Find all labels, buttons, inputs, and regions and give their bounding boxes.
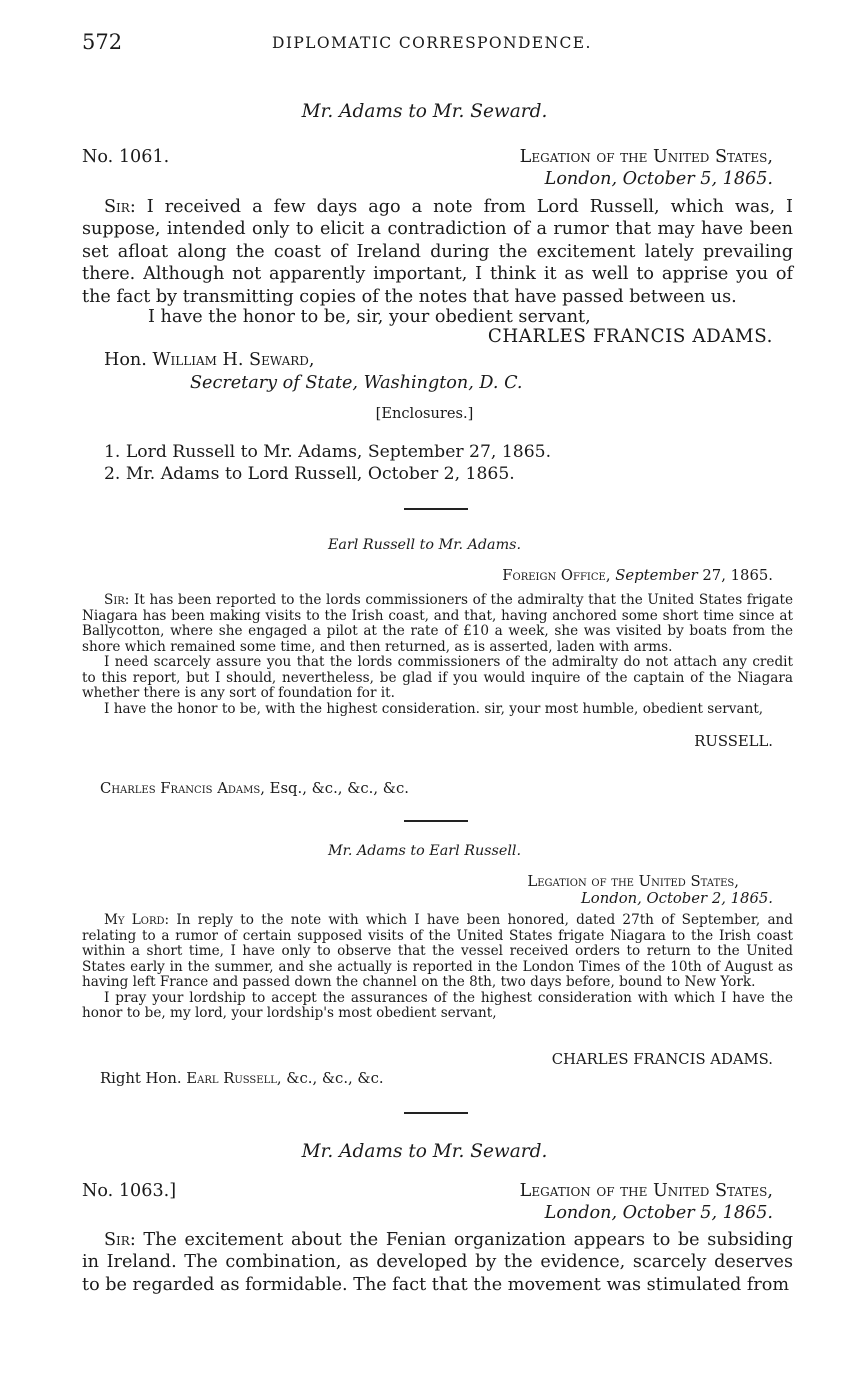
section-divider	[404, 820, 468, 822]
section-divider	[404, 1112, 468, 1114]
paragraph	[82, 593, 793, 655]
salutation: Sir:	[104, 592, 130, 608]
body-text: I received a few days ago a note from Lord Russell, which was, I suppose, intended only to elicit a contradiction of a rumor that may have been set afloat along the coast of Ireland during the excitement lately prevailing there. Although not apparently important, I think it as well to apprise you of the fact by transmitting copies of the notes that have passed between us.	[82, 197, 793, 307]
date-month: September	[615, 567, 698, 584]
legation-heading: Legation of the United States,	[519, 1181, 773, 1201]
letter-body	[82, 196, 793, 308]
enclosures-list	[104, 441, 551, 485]
enclosures-label: [Enclosures.]	[375, 405, 474, 422]
addressee-suffix: &c., &c., &c.	[286, 1070, 384, 1087]
page-header	[82, 30, 793, 62]
letter-title: Mr. Adams to Mr. Seward.	[301, 101, 548, 122]
enclosure-body	[82, 913, 793, 1022]
addressee-suffix: Esq., &c., &c., &c.	[269, 780, 409, 797]
legation-heading: Legation of the United States,	[519, 147, 773, 167]
addressee-name: Charles Francis Adams,	[100, 780, 265, 797]
addressee	[100, 1070, 384, 1087]
signature: CHARLES FRANCIS ADAMS.	[551, 1051, 773, 1068]
office-name: Foreign Office,	[502, 567, 611, 584]
addressee-name: Earl Russell,	[186, 1070, 282, 1087]
signature: RUSSELL.	[694, 733, 773, 750]
paragraph: I need scarcely assure you that the lords commissioners of the admiralty do not attach any credit to this report, but I should, nevertheless, be glad if you would inquire of the captain of the Niagara whether there is any sort of foundation for it.	[82, 654, 793, 701]
body-text: In reply to the note with which I have been honored, dated 27th of September, and relating to a rumor of certain supposed visits of the United States frigate Niagara to the Irish coast within a short time, I have only to observe that the vessel received orders to return to the United States early in the summer, and she actually is reported in the London Times of the 10th of August as having left France and passed down the channel on the 8th, two days before, bound to New York.	[82, 912, 793, 990]
place-date: London, October 2, 1865.	[580, 890, 773, 907]
paragraph: I pray your lordship to accept the assurances of the highest consideration with which I have the honor to be, my lord, your lordship's most obedient servant,	[82, 989, 793, 1021]
letter-body	[82, 1229, 793, 1296]
place-date: London, October 5, 1865.	[544, 1203, 773, 1223]
addressee-prefix: Hon.	[104, 350, 147, 370]
enclosure-title: Mr. Adams to Earl Russell.	[327, 843, 522, 859]
date-rest: 27, 1865.	[702, 567, 773, 584]
paragraph: I have the honor to be, with the highest consideration. sir, your most humble, obedient servant,	[104, 700, 764, 717]
dispatch-number: No. 1063.]	[82, 1181, 177, 1201]
paragraph	[82, 913, 793, 991]
section-divider	[404, 508, 468, 510]
body-text: The excitement about the Fenian organization appears to be subsiding in Ireland. The combination, as developed by the evidence, scarcely deserves to be regarded as formidable. The fact that the movement was stimulated from	[82, 1230, 793, 1295]
closing-line: I have the honor to be, sir, your obedient servant,	[148, 307, 591, 327]
body-text: It has been reported to the lords commissioners of the admiralty that the United States frigate Niagara has been making visits to the Irish coast, and that, having anchored some short time since at Ballycotton, where she engaged a pilot at the rate of £10 a week, she was visited by boats from the shore which remained some time, and then returned, as is asserted, laden with arms.	[82, 592, 793, 655]
addressee-prefix: Right Hon.	[100, 1070, 182, 1087]
salutation: Sir:	[104, 1230, 136, 1250]
place-date: London, October 5, 1865.	[544, 169, 773, 189]
list-item: 1. Lord Russell to Mr. Adams, September 27, 1865.	[104, 442, 552, 462]
enclosure-title: Earl Russell to Mr. Adams.	[327, 537, 522, 553]
addressee	[100, 780, 409, 797]
letter-title: Mr. Adams to Mr. Seward.	[301, 1141, 548, 1162]
dispatch-number: No. 1061.	[82, 147, 170, 167]
enclosure-body	[82, 593, 793, 717]
list-item: 2. Mr. Adams to Lord Russell, October 2, 1865.	[104, 464, 515, 484]
signature: CHARLES FRANCIS ADAMS.	[487, 326, 773, 347]
legation-heading: Legation of the United States,	[527, 873, 739, 890]
addressee-title: Secretary of State, Washington, D. C.	[190, 373, 523, 393]
salutation: My Lord:	[104, 912, 170, 928]
enclosure-dateline	[502, 567, 773, 584]
page-number: 572	[82, 30, 123, 54]
addressee	[104, 350, 315, 370]
salutation: Sir:	[104, 197, 136, 217]
addressee-name: William H. Seward,	[152, 350, 315, 370]
running-title: DIPLOMATIC CORRESPONDENCE.	[272, 34, 592, 52]
